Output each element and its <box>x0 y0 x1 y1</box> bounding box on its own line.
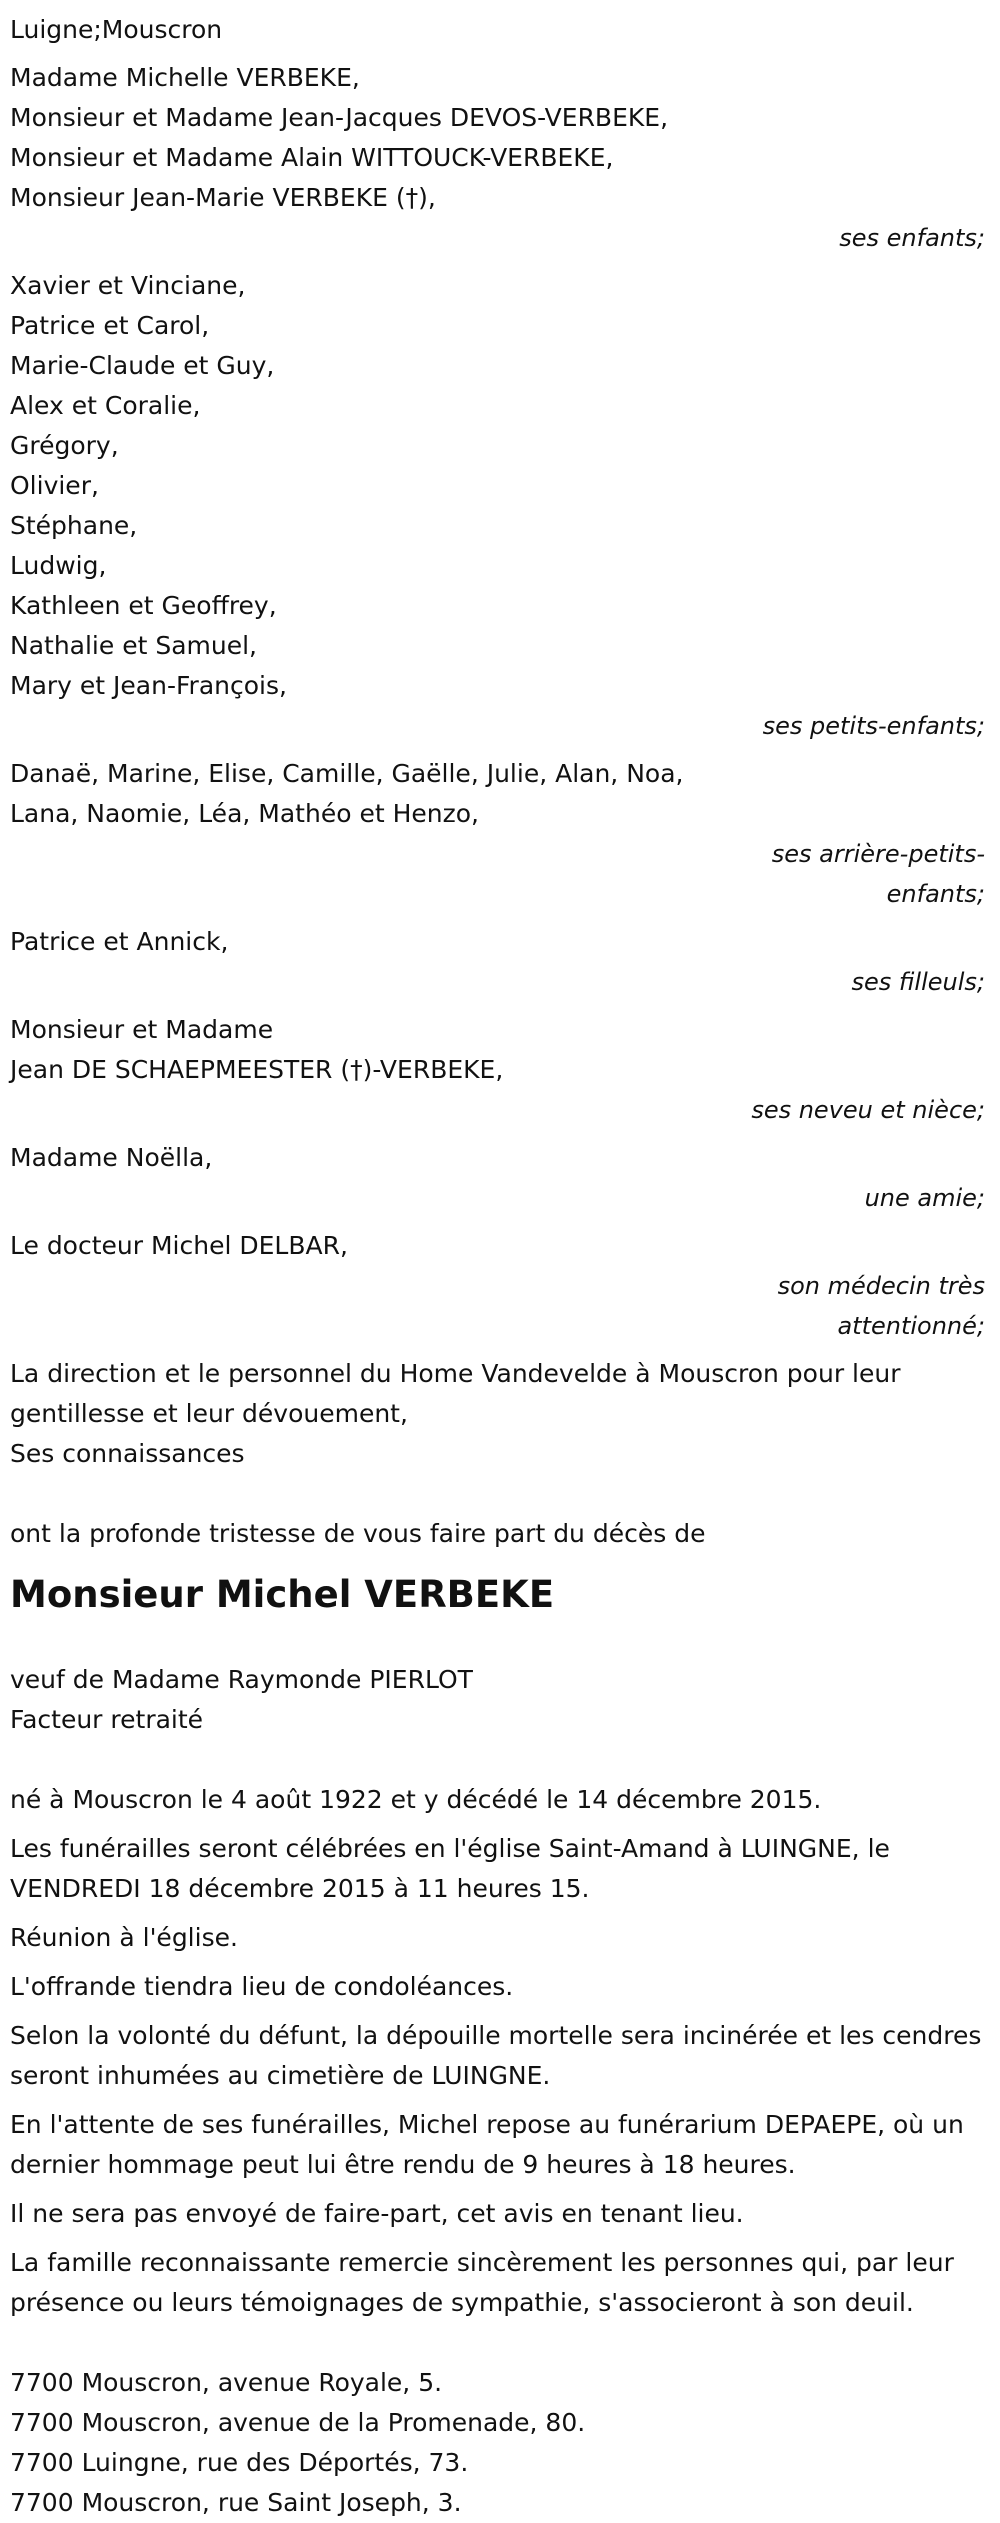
grandchildren-name: Kathleen et Geoffrey, <box>10 591 277 620</box>
grandchildren-name: Marie-Claude et Guy, <box>10 351 275 380</box>
group-nephew-niece <box>10 1010 985 1130</box>
detail-paragraph: La famille reconnaissante remercie sincèrement les personnes qui, par leur présence ou leurs témoignages de sympathie, s'associeront à son deuil. <box>10 2248 954 2317</box>
great-grandchildren-name: Lana, Naomie, Léa, Mathéo et Henzo, <box>10 799 479 828</box>
doctor-role: son médecin très attentionné; <box>777 1272 985 1340</box>
acquaintances: Ses connaissances <box>10 1439 245 1468</box>
children-name: Madame Michelle VERBEKE, <box>10 63 360 92</box>
addresses-block <box>10 2363 985 2523</box>
group-friend <box>10 1138 985 1218</box>
group-godchildren <box>10 922 985 1002</box>
grandchildren-name: Alex et Coralie, <box>10 391 201 420</box>
great-grandchildren-role: ses arrière-petits-enfants; <box>771 840 985 908</box>
address-line: 7700 Luingne, rue des Déportés, 73. <box>10 2448 469 2477</box>
group-great-grandchildren <box>10 754 985 914</box>
children-role: ses enfants; <box>839 224 985 252</box>
grandchildren-name: Ludwig, <box>10 551 107 580</box>
grandchildren-name: Grégory, <box>10 431 119 460</box>
godchildren-role: ses filleuls; <box>851 968 985 996</box>
address-line: 7700 Mouscron, avenue de la Promenade, 80. <box>10 2408 586 2437</box>
doctor-name: Le docteur Michel DELBAR, <box>10 1231 348 1260</box>
group-doctor <box>10 1226 985 1346</box>
address-line: 7700 Mouscron, rue Saint Joseph, 3. <box>10 2488 462 2517</box>
grandchildren-name: Mary et Jean-François, <box>10 671 287 700</box>
deceased-name: Monsieur Michel VERBEKE <box>10 1573 555 1616</box>
grandchildren-name: Xavier et Vinciane, <box>10 271 246 300</box>
children-name: Monsieur Jean-Marie VERBEKE (†), <box>10 183 436 212</box>
friend-role: une amie; <box>864 1184 985 1212</box>
obituary-content <box>10 10 985 2523</box>
children-name: Monsieur et Madame Jean-Jacques DEVOS-VERBEKE, <box>10 103 669 132</box>
detail-paragraph: L'offrande tiendra lieu de condoléances. <box>10 1972 514 2001</box>
nephew-niece-name: Monsieur et Madame <box>10 1015 274 1044</box>
detail-paragraph: Selon la volonté du défunt, la dépouille mortelle sera incinérée et les cendres seront inhumées au cimetière de LUINGNE. <box>10 2021 982 2090</box>
grandchildren-name: Olivier, <box>10 471 99 500</box>
detail-paragraph: né à Mouscron le 4 août 1922 et y décédé le 14 décembre 2015. <box>10 1785 822 1814</box>
detail-paragraph: En l'attente de ses funérailles, Michel repose au funérarium DEPAEPE, où un dernier hommage peut lui être rendu de 9 heures à 18 heures. <box>10 2110 964 2179</box>
detail-paragraph: Les funérailles seront célébrées en l'église Saint-Amand à LUINGNE, le VENDREDI 18 décembre 2015 à 11 heures 15. <box>10 1834 890 1903</box>
nephew-niece-name: Jean DE SCHAEPMEESTER (†)-VERBEKE, <box>10 1055 504 1084</box>
thanks-block <box>10 1354 985 1474</box>
home-thanks: La direction et le personnel du Home Vandevelde à Mouscron pour leur gentillesse et leur dévouement, <box>10 1359 901 1428</box>
widower-line: veuf de Madame Raymonde PIERLOT <box>10 1665 473 1694</box>
detail-paragraph: Il ne sera pas envoyé de faire-part, cet avis en tenant lieu. <box>10 2199 744 2228</box>
friend-name: Madame Noëlla, <box>10 1143 213 1172</box>
address-line: 7700 Mouscron, avenue Royale, 5. <box>10 2368 443 2397</box>
detail-paragraph: Réunion à l'église. <box>10 1923 238 1952</box>
group-children <box>10 58 985 258</box>
group-grandchildren <box>10 266 985 746</box>
announcement: ont la profonde tristesse de vous faire part du décès de <box>10 1519 706 1548</box>
header-location: Luigne;Mouscron <box>10 15 223 44</box>
profession: Facteur retraité <box>10 1705 204 1734</box>
great-grandchildren-name: Danaë, Marine, Elise, Camille, Gaëlle, Julie, Alan, Noa, <box>10 759 684 788</box>
details-block <box>10 1780 985 2323</box>
godchildren-name: Patrice et Annick, <box>10 927 229 956</box>
nephew-niece-role: ses neveu et nièce; <box>751 1096 985 1124</box>
grandchildren-name: Nathalie et Samuel, <box>10 631 257 660</box>
children-name: Monsieur et Madame Alain WITTOUCK-VERBEKE, <box>10 143 614 172</box>
grandchildren-role: ses petits-enfants; <box>762 712 985 740</box>
grandchildren-name: Patrice et Carol, <box>10 311 210 340</box>
grandchildren-name: Stéphane, <box>10 511 138 540</box>
